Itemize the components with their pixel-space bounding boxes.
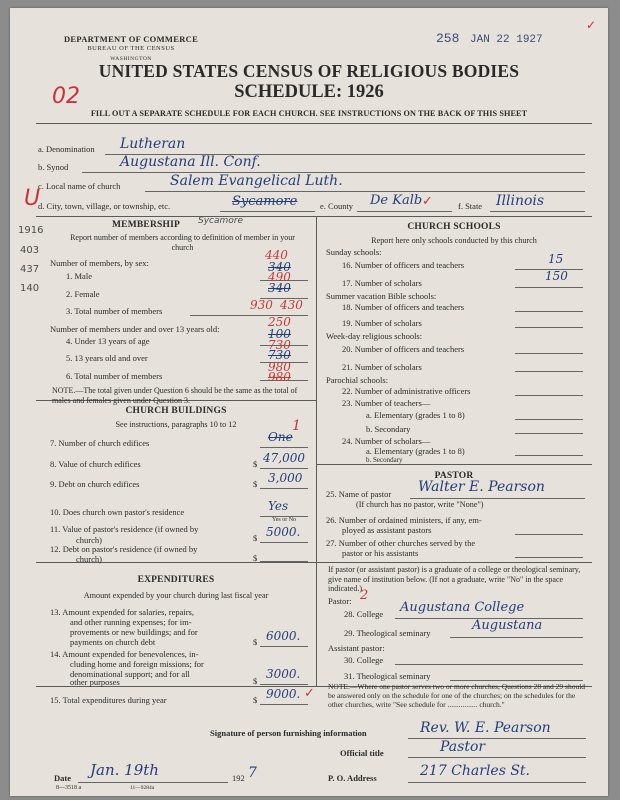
local-name-value[interactable]: Salem Evangelical Luth. xyxy=(170,173,343,189)
q19-scholars: 19. Number of scholars xyxy=(342,318,422,328)
v9-debt[interactable]: 3,000 xyxy=(268,471,303,485)
pastor-mark: 2 xyxy=(360,588,369,603)
synod-value[interactable]: Augustana Ill. Conf. xyxy=(120,154,261,170)
print-number: 11—9284a xyxy=(130,785,155,791)
q-13over: Number of members under and over 13 years old: xyxy=(50,324,220,334)
dollar-sign: $ xyxy=(253,695,258,705)
census-form xyxy=(10,8,608,796)
schools-intro: Report here only schools conducted by this church xyxy=(371,236,537,245)
signature-value[interactable]: Rev. W. E. Pearson xyxy=(420,720,551,736)
department-name: DEPARTMENT OF COMMERCE xyxy=(63,34,199,44)
yes-no-note: Yes or No xyxy=(272,517,297,523)
pastor-sub-label: Pastor: xyxy=(328,596,352,606)
q11-value-b: church) xyxy=(76,535,102,545)
membership-note: NOTE.—The total given under Question 6 should be the same as the total of males and females given under Question 3. xyxy=(52,386,298,405)
q14-d: other purposes xyxy=(70,677,120,687)
v28-college[interactable]: Augustana College xyxy=(400,600,525,615)
v4-under13[interactable]: 100 xyxy=(268,327,291,341)
v10-residence[interactable]: Yes xyxy=(268,499,289,513)
pastor-note: NOTE.—Where one pastor serves two or more churches, Questions 28 and 29 should be answered only on the schedule for one of the churches; on the schedules for the other churches, write "See schedule for ................ church." xyxy=(328,682,586,709)
q17-scholars: 17. Number of scholars xyxy=(342,278,422,288)
buildings-heading: CHURCH BUILDINGS xyxy=(125,406,227,416)
v1-male[interactable]: 490 xyxy=(268,270,291,284)
v25-pastor-name[interactable]: Walter E. Pearson xyxy=(418,479,545,495)
q3-total: 3. Total number of members xyxy=(66,306,163,316)
v5-13over[interactable]: 730 xyxy=(268,348,291,362)
q7-edifices: 7. Number of church edifices xyxy=(50,438,150,448)
red-code: 02 xyxy=(52,84,80,109)
v1-struck[interactable]: 340 xyxy=(268,260,291,274)
q31-seminary: 31. Theological seminary xyxy=(344,671,431,681)
q6-total: 6. Total number of members xyxy=(66,371,163,381)
red-check-mark: ✓ xyxy=(586,18,597,32)
schools-heading: CHURCH SCHOOLS xyxy=(407,222,501,232)
margin-note-1: 1916 xyxy=(18,225,44,236)
q14-b: cluding home and foreign missions; for xyxy=(70,659,204,669)
dollar-sign: $ xyxy=(253,533,258,543)
denomination-label: a. Denomination xyxy=(38,144,95,154)
margin-note-4: 140 xyxy=(20,283,40,294)
v11-value[interactable]: 5000. xyxy=(266,525,301,539)
college-note: If pastor (or assistant pastor) is a graduate of a college or theological seminary, give name of institution below. (If not a graduate, write "No" in the space indicated.) xyxy=(328,565,581,593)
q25-note: (If church has no pastor, write "None") xyxy=(356,500,484,509)
stamp-number: 258 xyxy=(436,31,460,46)
v14-benevolences[interactable]: 3000. xyxy=(266,667,301,681)
q13-b: and other running expenses; for im- xyxy=(70,617,192,627)
v8-value[interactable]: 47,000 xyxy=(263,451,305,465)
year-prefix: 192 xyxy=(232,773,245,783)
denomination-value[interactable]: Lutheran xyxy=(120,136,186,152)
dollar-sign: $ xyxy=(253,459,258,469)
v6-total-b[interactable]: 980 xyxy=(268,370,291,384)
schedule-title: SCHEDULE: 1926 xyxy=(234,82,384,102)
q14-c: denominational support; and for all xyxy=(70,669,190,679)
q13-a: 13. Amount expended for salaries, repairs, xyxy=(50,607,194,617)
q24-scholars: 24. Number of scholars— xyxy=(342,436,431,446)
po-address-label: P. O. Address xyxy=(328,773,377,783)
v15-total[interactable]: 9000. xyxy=(266,687,301,701)
form-number: 8—3518 a xyxy=(56,785,82,791)
q22-admin: 22. Number of administrative officers xyxy=(342,386,471,396)
membership-heading-note: Sycamore xyxy=(198,216,244,226)
po-address-value[interactable]: 217 Charles St. xyxy=(420,763,531,779)
county-label: e. County xyxy=(320,201,354,211)
q11-value-a: 11. Value of pastor's residence (if owned by xyxy=(50,524,199,534)
dollar-sign: $ xyxy=(253,676,258,686)
membership-intro: Report number of members according to definition of member in your church xyxy=(70,233,295,252)
v29-seminary[interactable]: Augustana xyxy=(472,618,543,633)
bureau-city: WASHINGTON xyxy=(110,56,152,62)
form-title: UNITED STATES CENSUS OF RELIGIOUS BODIES xyxy=(98,61,520,81)
q2-female: 2. Female xyxy=(66,289,100,299)
state-value[interactable]: Illinois xyxy=(496,193,545,209)
pastor-heading: PASTOR xyxy=(434,471,474,481)
fill-instruction: FILL OUT A SEPARATE SCHEDULE FOR EACH CHURCH. SEE INSTRUCTIONS ON THE BACK OF THIS SHEET xyxy=(90,109,528,118)
margin-note-2: 403 xyxy=(20,245,40,256)
margin-note-3: 437 xyxy=(20,264,40,275)
synod-label: b. Synod xyxy=(38,162,69,172)
q8-value: 8. Value of church edifices xyxy=(50,459,141,469)
buildings-sub: See instructions, paragraphs 10 to 12 xyxy=(115,420,237,429)
dollar-sign: $ xyxy=(253,553,258,563)
official-title-value[interactable]: Pastor xyxy=(440,739,486,755)
dollar-sign: $ xyxy=(253,637,258,647)
county-check-icon: ✓ xyxy=(422,194,433,209)
expenditures-heading: EXPENDITURES xyxy=(137,575,215,585)
q14-a: 14. Amount expended for benevolences, in- xyxy=(50,649,199,659)
assistant-label: Assistant pastor: xyxy=(328,643,385,653)
q23b-secondary: b. Secondary xyxy=(366,424,411,434)
q30-college: 30. College xyxy=(344,655,384,665)
q16-officers: 16. Number of officers and teachers xyxy=(342,260,465,270)
q-by-sex: Number of members, by sex: xyxy=(50,258,149,268)
q27-b: pastor or his assistants xyxy=(342,548,419,558)
v7-mark: 1 xyxy=(292,418,301,434)
v5-13over-b[interactable]: 730 xyxy=(268,338,291,352)
v17-scholars[interactable]: 150 xyxy=(545,269,568,283)
q9-debt: 9. Debt on church edifices xyxy=(50,479,140,489)
q4-under13: 4. Under 13 years of age xyxy=(66,336,150,346)
expenditures-sub: Amount expended by your church during last fiscal year xyxy=(83,591,269,600)
q29-seminary: 29. Theological seminary xyxy=(344,628,431,638)
received-stamp xyxy=(436,31,543,46)
v16-officers[interactable]: 15 xyxy=(548,252,564,266)
q1-male: 1. Male xyxy=(66,271,92,281)
q24a-elementary: a. Elementary (grades 1 to 8) xyxy=(366,446,465,456)
q26-b: ployed as assistant pastors xyxy=(342,525,432,535)
v6-total[interactable]: 980 xyxy=(268,360,291,374)
year-value[interactable]: 7 xyxy=(248,765,257,781)
v-13over[interactable]: 250 xyxy=(268,315,291,329)
q12-debt-a: 12. Debt on pastor's residence (if owned by xyxy=(50,544,198,554)
q10-residence: 10. Does church own pastor's residence xyxy=(50,507,185,517)
total-check-icon: ✓ xyxy=(304,686,315,701)
city-label: d. City, town, village, or township, etc. xyxy=(38,201,171,211)
v-by-sex[interactable]: 440 xyxy=(265,248,288,262)
q26-a: 26. Number of ordained ministers, if any, em- xyxy=(326,515,482,525)
v13-expended[interactable]: 6000. xyxy=(266,629,301,643)
q13-c: provements or new buildings; and for xyxy=(70,627,198,637)
q28-college: 28. College xyxy=(344,609,384,619)
q5-13over: 5. 13 years old and over xyxy=(66,353,148,363)
city-value[interactable]: Sycamore xyxy=(232,194,298,209)
q21-scholars: 21. Number of scholars xyxy=(342,362,422,372)
v2-female[interactable]: 340 xyxy=(268,281,291,295)
q27-a: 27. Number of other churches served by the xyxy=(326,538,476,548)
q12-debt-b: church) xyxy=(76,554,102,564)
v7-edifices[interactable]: One xyxy=(268,430,293,444)
stamp-date: JAN 22 1927 xyxy=(470,34,543,46)
v3-total-b[interactable]: 430 xyxy=(280,298,303,312)
official-title-label: Official title xyxy=(340,748,384,758)
q13-d: payments on church debt xyxy=(70,637,156,647)
q23-teachers: 23. Number of teachers— xyxy=(342,398,431,408)
bureau-name: BUREAU OF THE CENSUS xyxy=(87,45,175,52)
department-block xyxy=(56,34,206,64)
membership-heading: MEMBERSHIP xyxy=(112,220,180,230)
date-label: Date xyxy=(54,773,71,783)
summer-label: Summer vacation Bible schools: xyxy=(326,291,437,301)
signature-label: Signature of person furnishing information xyxy=(210,728,367,738)
weekday-label: Week-day religious schools: xyxy=(326,331,423,341)
q25-name: 25. Name of pastor xyxy=(326,489,392,499)
red-margin-mark: U xyxy=(24,186,41,211)
state-label: f. State xyxy=(458,201,483,211)
v3-total[interactable]: 930 xyxy=(250,298,273,312)
parochial-label: Parochial schools: xyxy=(326,375,389,385)
q23a-elementary: a. Elementary (grades 1 to 8) xyxy=(366,410,465,420)
dollar-sign: $ xyxy=(253,479,258,489)
date-value[interactable]: Jan. 19th xyxy=(90,761,159,779)
q20-officers: 20. Number of officers and teachers xyxy=(342,344,465,354)
q24b-secondary: b. Secondary xyxy=(366,456,403,464)
local-name-label: c. Local name of church xyxy=(38,181,121,191)
q18-officers: 18. Number of officers and teachers xyxy=(342,302,465,312)
q15-total: 15. Total expenditures during year xyxy=(50,695,167,705)
sunday-label: Sunday schools: xyxy=(326,247,382,257)
county-value[interactable]: De Kalb xyxy=(370,193,423,208)
